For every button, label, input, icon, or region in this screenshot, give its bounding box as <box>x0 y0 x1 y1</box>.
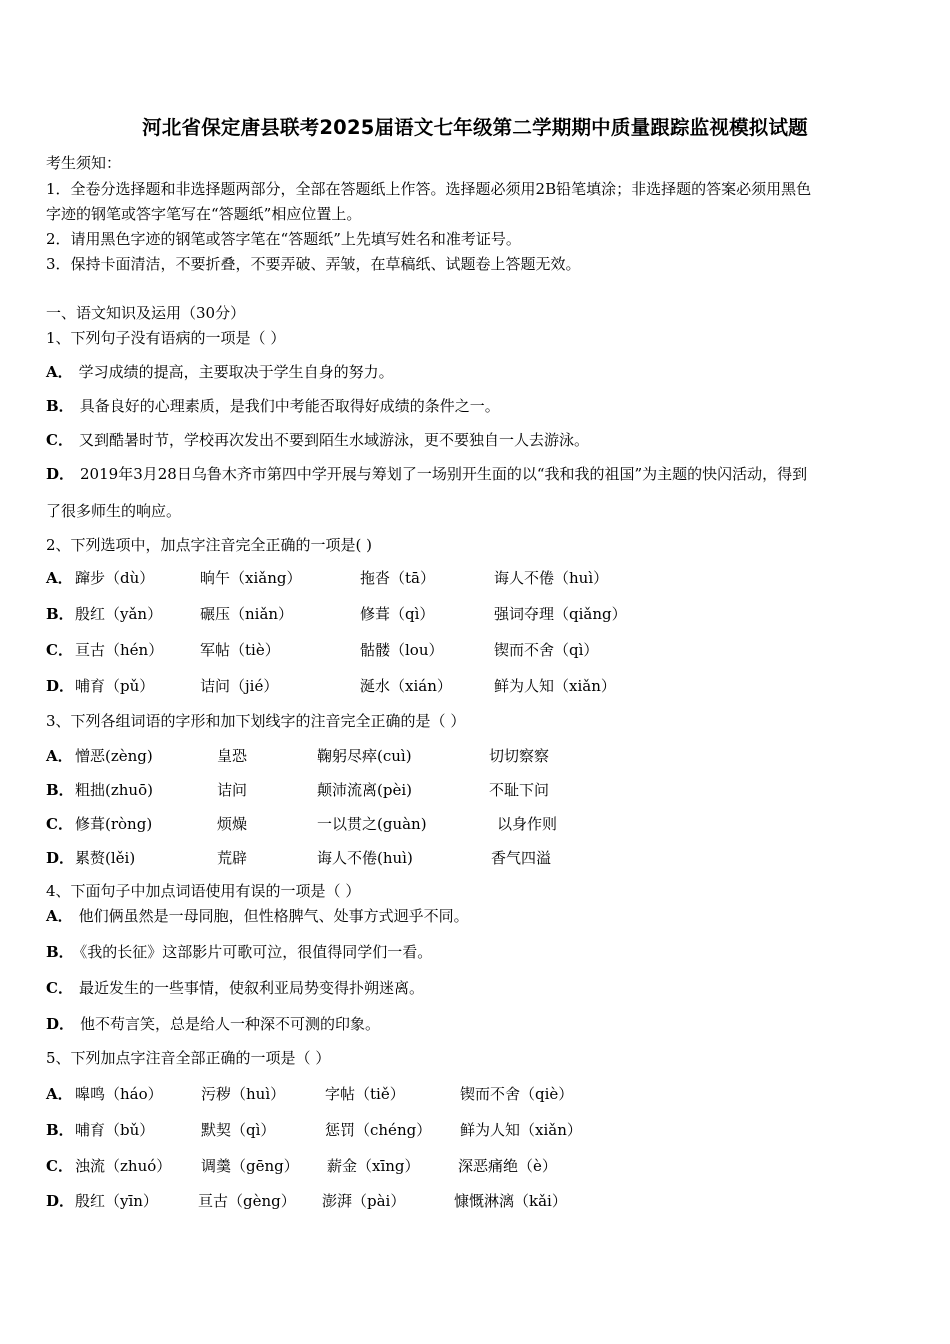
option-item: 军帖（tiè） <box>200 641 280 659</box>
option-item: 碾压（niǎn） <box>200 605 294 623</box>
option-label: C． <box>46 641 73 659</box>
q4-option-c <box>46 977 424 998</box>
option-label: A． <box>46 363 73 381</box>
notice-item-3: 3．保持卡面清洁，不要折叠，不要弄破、弄皱，在草稿纸、试题卷上答题无效。 <box>46 255 581 273</box>
q1-option-d-cont: 了很多师生的响应。 <box>46 502 182 520</box>
option-text: 学习成绩的提高，主要取决于学生自身的努力。 <box>78 363 394 381</box>
option-item: 烦燥 <box>217 815 248 833</box>
q4-option-d <box>46 1013 380 1034</box>
option-item: 深恶痛绝（è） <box>458 1157 557 1175</box>
option-item: 诲人不倦（huì） <box>494 569 609 587</box>
option-item: 粗拙(zhuō) <box>75 781 153 799</box>
option-item: 锲而不舍（qiè） <box>460 1085 574 1103</box>
option-item: 慷慨淋漓（kǎi） <box>454 1192 567 1210</box>
q4-stem: 4、下面句子中加点词语使用有误的一项是（ ） <box>46 882 361 900</box>
notice-heading: 考生须知： <box>46 154 122 172</box>
option-item: 皇恐 <box>217 747 248 765</box>
section-heading: 一、语文知识及运用（30分） <box>46 304 246 322</box>
option-label: C． <box>46 1157 73 1175</box>
option-label: C． <box>46 979 73 997</box>
option-item: 哺育（bǔ） <box>75 1121 155 1139</box>
option-item: 诘问（jié） <box>200 677 279 695</box>
option-label: B． <box>46 781 74 799</box>
option-item: 拖沓（tā） <box>360 569 435 587</box>
q1-stem: 1、下列句子没有语病的一项是（ ） <box>46 329 286 347</box>
option-label: B． <box>46 605 74 623</box>
option-item: 荒辟 <box>217 849 248 867</box>
option-item: 累赘(lěi) <box>75 849 136 867</box>
option-item: 薪金（xīng） <box>327 1157 420 1175</box>
notice-item-1: 1．全卷分选择题和非选择题两部分，全部在答题纸上作答。选择题必须用2B铅笔填涂；非选择题的答案必须用黑色 <box>46 180 812 198</box>
option-item: 惩罚（chéng） <box>325 1121 432 1139</box>
q2-stem: 2、下列选项中，加点字注音完全正确的一项是( ) <box>46 536 373 554</box>
option-label: A． <box>46 907 73 925</box>
option-item: 亘古（gèng） <box>198 1192 296 1210</box>
option-item: 以身作则 <box>497 815 558 833</box>
option-item: 污秽（huì） <box>201 1085 286 1103</box>
option-item: 憎恶(zèng) <box>75 747 153 765</box>
option-label: A． <box>46 1085 73 1103</box>
option-text: 2019年3月28日乌鲁木齐市第四中学开展与筹划了一场别开生面的以“我和我的祖国”为主题的快闪活动，得到 <box>80 465 808 483</box>
option-text: 具备良好的心理素质，是我们中考能否取得好成绩的条件之一。 <box>79 397 500 415</box>
option-item: 殷红（yīn） <box>75 1192 158 1210</box>
option-text: 他不苟言笑，总是给人一种深不可测的印象。 <box>80 1015 381 1033</box>
option-label: B． <box>46 1121 74 1139</box>
option-label: D． <box>46 1192 75 1210</box>
option-item: 默契（qì） <box>201 1121 276 1139</box>
q1-option-a <box>46 361 394 382</box>
q4-option-a <box>46 905 469 926</box>
option-item: 鲜为人知（xiǎn） <box>460 1121 582 1139</box>
option-item: 香气四溢 <box>491 849 552 867</box>
option-label: B． <box>46 397 74 415</box>
q4-option-b <box>46 941 432 962</box>
option-label: D． <box>46 677 75 695</box>
option-item: 锲而不舍（qì） <box>494 641 599 659</box>
option-item: 诲人不倦(huì) <box>317 849 413 867</box>
q3-stem: 3、下列各组词语的字形和加下划线字的注音完全正确的是（ ） <box>46 712 466 730</box>
q1-option-d <box>46 463 807 484</box>
option-label: D． <box>46 465 75 483</box>
option-item: 颠沛流离(pèi) <box>317 781 412 799</box>
option-item: 嗥鸣（háo） <box>75 1085 163 1103</box>
option-item: 字帖（tiě） <box>325 1085 405 1103</box>
option-label: A． <box>46 569 73 587</box>
option-item: 殷红（yǎn） <box>75 605 163 623</box>
notice-item-2: 2．请用黑色字迹的钢笔或答字笔在“答题纸”上先填写姓名和准考证号。 <box>46 230 521 248</box>
option-text: 最近发生的一些事情，使叙利亚局势变得扑朔迷离。 <box>78 979 424 997</box>
option-text: 又到酷暑时节，学校再次发出不要到陌生水域游泳，更不要独自一人去游泳。 <box>78 431 589 449</box>
option-item: 不耻下问 <box>489 781 550 799</box>
q1-option-b <box>46 395 500 416</box>
option-item: 修葺(ròng) <box>75 815 153 833</box>
option-label: D． <box>46 849 75 867</box>
option-item: 晌午（xiǎng） <box>200 569 302 587</box>
option-item: 鞠躬尽瘁(cuì) <box>317 747 412 765</box>
option-label: D． <box>46 1015 75 1033</box>
option-item: 鲜为人知（xiǎn） <box>494 677 616 695</box>
option-label: C． <box>46 431 73 449</box>
option-item: 一以贯之(guàn) <box>317 815 427 833</box>
option-item: 切切察察 <box>489 747 550 765</box>
option-item: 澎湃（pài） <box>322 1192 406 1210</box>
option-item: 亘古（hén） <box>75 641 164 659</box>
option-label: C． <box>46 815 73 833</box>
option-text: 《我的长征》这部影片可歌可泣，很值得同学们一看。 <box>79 943 433 961</box>
q1-option-c <box>46 429 589 450</box>
option-label: A． <box>46 747 73 765</box>
page-title: 河北省保定唐县联考2025届语文七年级第二学期期中质量跟踪监视模拟试题 <box>142 116 808 139</box>
option-item: 蹿步（dù） <box>75 569 155 587</box>
option-item: 涎水（xián） <box>360 677 452 695</box>
notice-item-1-cont: 字迹的钢笔或答字笔写在“答题纸”相应位置上。 <box>46 205 362 223</box>
option-item: 强词夺理（qiǎng） <box>494 605 627 623</box>
option-item: 修葺（qì） <box>360 605 435 623</box>
option-item: 浊流（zhuó） <box>75 1157 172 1175</box>
option-text: 他们俩虽然是一母同胞，但性格脾气、处事方式迥乎不同。 <box>78 907 469 925</box>
option-item: 诘问 <box>217 781 248 799</box>
option-item: 哺育（pǔ） <box>75 677 155 695</box>
option-item: 调羹（gēng） <box>201 1157 299 1175</box>
q5-stem: 5、下列加点字注音全部正确的一项是（ ） <box>46 1049 331 1067</box>
option-item: 骷髅（lou） <box>360 641 444 659</box>
option-label: B． <box>46 943 74 961</box>
